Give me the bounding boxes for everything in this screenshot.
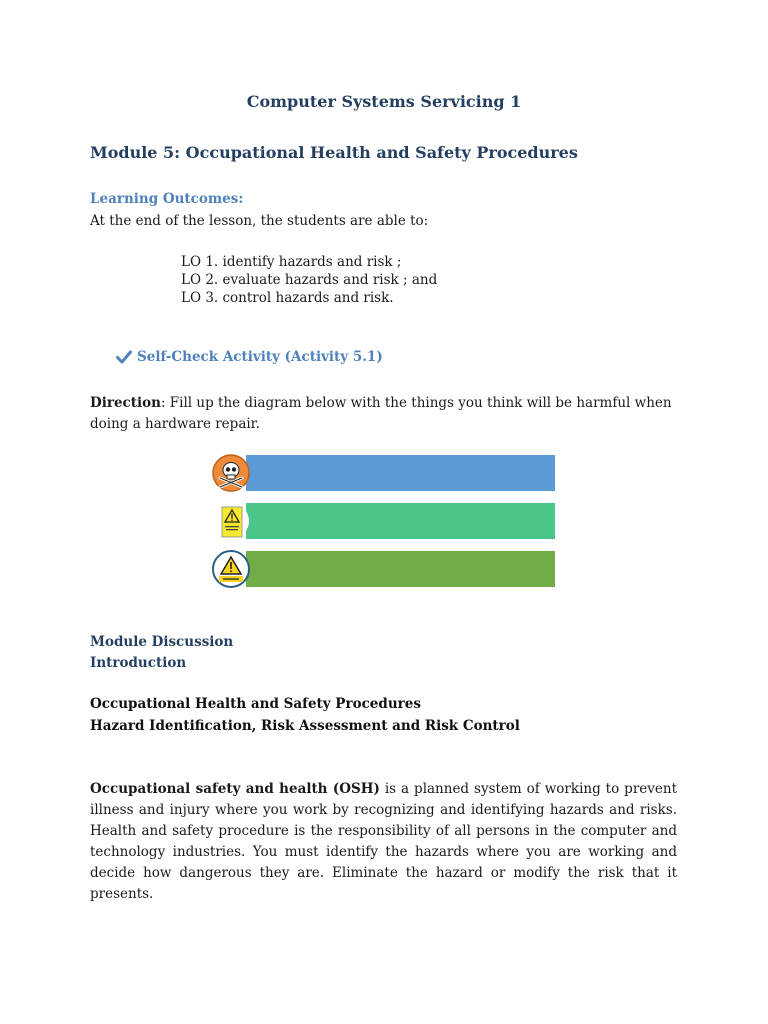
introduction-heading: Introduction: [90, 655, 187, 671]
checkmark-icon: [116, 350, 132, 364]
self-check-label: Self-Check Activity (Activity 5.1): [137, 349, 383, 365]
skull-hazard-icon: [212, 454, 252, 498]
learning-outcomes-heading: Learning Outcomes:: [90, 191, 244, 207]
learning-outcomes-list: [181, 253, 437, 307]
direction-body: : Fill up the diagram below with the things you think will be harmful when doing a hardware repair.: [90, 395, 672, 432]
diagram-band-olive[interactable]: [246, 551, 555, 587]
learning-outcomes-intro: At the end of the lesson, the students are able to:: [90, 213, 429, 229]
document-title: Computer Systems Servicing 1: [246, 92, 522, 111]
module-discussion-heading: Module Discussion: [90, 634, 234, 650]
diagram-row-3[interactable]: [212, 550, 557, 588]
osh-paragraph-body: is a planned system of working to prevent illness and injury where you work by recognizing and identifying hazards and risks. Health and safety procedure is the responsibility of all persons in the computer and technology industries. You must identify the hazards where you are working and decide how dangerous they are. Eliminate the hazard or modify the risk that it presents.: [90, 781, 677, 902]
osh-procedures-heading: Occupational Health and Safety Procedures: [90, 696, 421, 712]
hazard-identification-heading: Hazard Identification, Risk Assessment and Risk Control: [90, 718, 520, 734]
direction-text: [90, 393, 680, 435]
module-title: Module 5: Occupational Health and Safety Procedures: [90, 143, 578, 162]
learning-outcome-item: LO 2. evaluate hazards and risk ; and: [181, 272, 438, 288]
diagram-row-2[interactable]: [212, 502, 557, 540]
caution-sign-icon: [212, 550, 252, 594]
learning-outcome-item: LO 3. control hazards and risk.: [181, 290, 394, 306]
diagram-band-green[interactable]: [246, 503, 555, 539]
osh-term: Occupational safety and health (OSH): [90, 781, 380, 797]
learning-outcome-item: LO 1. identify hazards and risk ;: [181, 254, 402, 270]
warning-sign-icon: [212, 502, 252, 546]
diagram-row-1[interactable]: [212, 454, 557, 492]
self-check-heading: [116, 349, 383, 365]
osh-paragraph: [90, 779, 677, 905]
direction-label: Direction: [90, 395, 161, 411]
diagram-band-blue[interactable]: [246, 455, 555, 491]
